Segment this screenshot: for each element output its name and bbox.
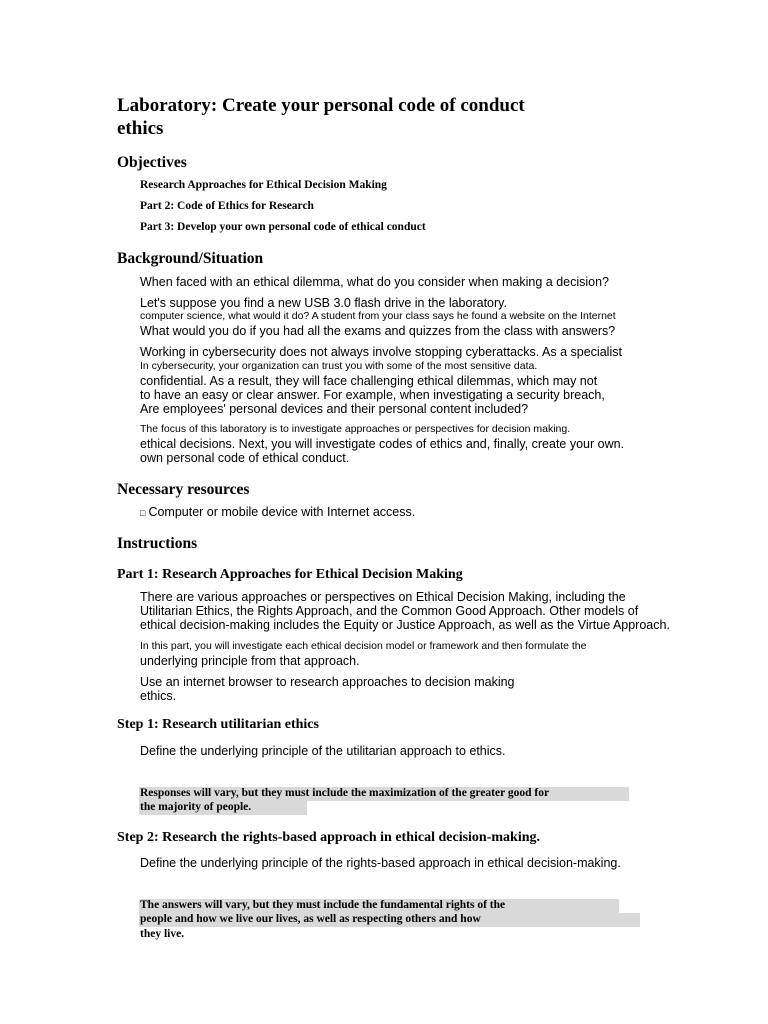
step2-prompt: Define the underlying principle of the rights-based approach in ethical decision-making. xyxy=(140,856,621,870)
objective-item: Part 2: Code of Ethics for Research xyxy=(140,200,314,212)
instructions-heading: Instructions xyxy=(117,535,198,552)
step2-heading: Step 2: Research the rights-based approach in ethical decision-making. xyxy=(117,830,540,845)
step2-answer-line: The answers will vary, but they must include the fundamental rights of the xyxy=(140,899,506,911)
objective-item: Part 3: Develop your own personal code of ethical conduct xyxy=(140,221,426,233)
part1-line: There are various approaches or perspectives on Ethical Decision Making, including the xyxy=(140,590,626,604)
page-title-line-2: ethics xyxy=(117,118,164,139)
resource-list-item xyxy=(140,505,415,519)
step1-answer-line: the majority of people. xyxy=(140,801,252,813)
page-title-line-1: Laboratory: Create your personal code of conduct xyxy=(117,95,525,116)
step1-heading: Step 1: Research utilitarian ethics xyxy=(117,717,319,732)
checkbox-bullet-icon: □ xyxy=(140,508,146,518)
objective-item: Research Approaches for Ethical Decision Making xyxy=(140,179,387,191)
part1-line: Utilitarian Ethics, the Rights Approach, and the Common Good Approach. Other models of xyxy=(140,604,639,618)
part1-line: underlying principle from that approach. xyxy=(140,654,360,668)
background-line: In cybersecurity, your organization can trust you with some of the most sensitive data. xyxy=(140,360,538,372)
step1-answer-line: Responses will vary, but they must include the maximization of the greater good for xyxy=(140,787,550,799)
background-line: Are employees' personal devices and their personal content included? xyxy=(140,402,529,416)
background-line: computer science, what would it do? A student from your class says he found a website on the Internet xyxy=(140,310,616,322)
part1-heading: Part 1: Research Approaches for Ethical Decision Making xyxy=(117,567,463,582)
background-line: to have an easy or clear answer. For example, when investigating a security breach, xyxy=(140,388,605,402)
step2-answer-line: they live. xyxy=(140,928,185,940)
background-line: own personal code of ethical conduct. xyxy=(140,451,350,465)
resource-item-label: Computer or mobile device with Internet access. xyxy=(148,505,416,519)
part1-line: Use an internet browser to research approaches to decision making xyxy=(140,675,515,689)
objectives-heading: Objectives xyxy=(117,154,187,171)
background-line: ethical decisions. Next, you will investigate codes of ethics and, finally, create your own. xyxy=(140,437,625,451)
background-line: Let's suppose you find a new USB 3.0 flash drive in the laboratory. xyxy=(140,296,507,310)
background-heading: Background/Situation xyxy=(117,250,264,267)
background-line: confidential. As a result, they will face challenging ethical dilemmas, which may not xyxy=(140,374,598,388)
background-line: The focus of this laboratory is to investigate approaches or perspectives for decision making. xyxy=(140,423,571,435)
part1-line: ethics. xyxy=(140,689,177,703)
step1-prompt: Define the underlying principle of the utilitarian approach to ethics. xyxy=(140,744,506,758)
resources-heading: Necessary resources xyxy=(117,481,250,498)
part1-line: In this part, you will investigate each ethical decision model or framework and then formulate the xyxy=(140,640,587,652)
background-line: Working in cybersecurity does not always involve stopping cyberattacks. As a specialist xyxy=(140,345,622,359)
step2-answer-line: people and how we live our lives, as well as respecting others and how xyxy=(140,913,481,925)
part1-line: ethical decision-making includes the Equity or Justice Approach, as well as the Virtue Approach. xyxy=(140,618,670,632)
background-line: What would you do if you had all the exams and quizzes from the class with answers? xyxy=(140,324,616,338)
background-line: When faced with an ethical dilemma, what do you consider when making a decision? xyxy=(140,275,610,289)
